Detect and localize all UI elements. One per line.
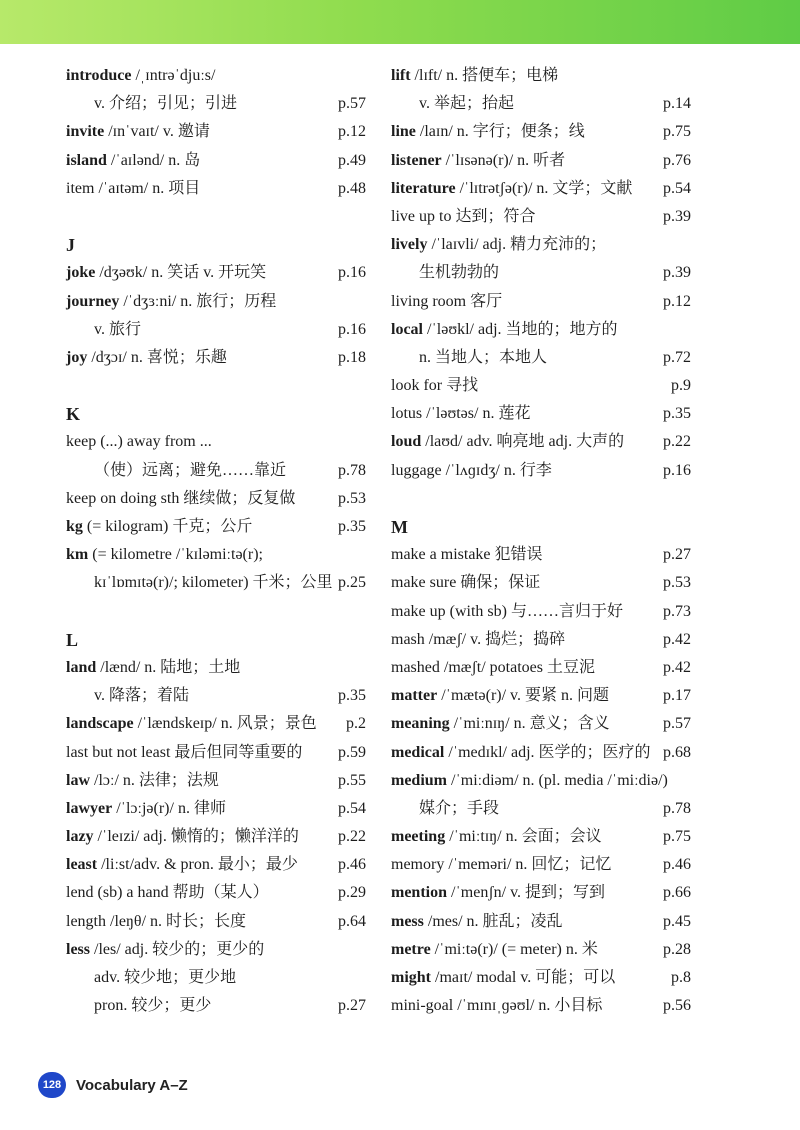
vocab-entry — [66, 485, 366, 513]
entry-text — [66, 908, 246, 936]
definition: /laʊd/ adv. 响亮地 adj. 大声的 — [421, 433, 625, 451]
vocab-entry — [391, 541, 691, 569]
vocab-entry — [391, 147, 691, 175]
vocab-entry — [391, 992, 691, 1020]
page-reference: p.64 — [338, 912, 366, 930]
vocab-entry — [391, 569, 691, 597]
definition: memory /ˈmeməri/ n. 回忆；记忆 — [391, 856, 612, 874]
left-column — [66, 62, 366, 1020]
entry-text — [391, 569, 540, 597]
vocab-entry — [391, 288, 691, 316]
definition: make a mistake 犯错误 — [391, 546, 543, 564]
headword: least — [66, 856, 98, 874]
entry-text — [66, 259, 266, 287]
headword: law — [66, 771, 90, 789]
definition: /dʒɔɪ/ n. 喜悦；乐趣 — [87, 348, 227, 366]
vocab-entry — [391, 118, 691, 146]
page-reference: p.73 — [663, 602, 691, 620]
definition: /lænd/ n. 陆地；土地 — [96, 658, 241, 676]
headword: island — [66, 151, 107, 169]
entry-text — [66, 288, 276, 316]
definition: /ˈmiːdiəm/ n. (pl. media /ˈmiːdiə/) — [447, 771, 668, 789]
definition: /ˈləʊkl/ adj. 当地的；地方的 — [423, 320, 618, 338]
definition: n. 当地人；本地人 — [419, 348, 548, 366]
definition: /ˈmiːtɪŋ/ n. 会面；会议 — [445, 828, 602, 846]
page-reference: p.16 — [663, 461, 691, 479]
footer — [38, 1072, 188, 1098]
headword: medium — [391, 771, 447, 789]
definition: /ˈlɪsənə(r)/ n. 听者 — [441, 151, 566, 169]
headword: meeting — [391, 828, 446, 846]
entry-text — [66, 795, 226, 823]
entry-text — [391, 372, 478, 400]
header-bar — [0, 0, 800, 44]
entry-text — [391, 62, 558, 90]
page-reference: p.48 — [338, 179, 366, 197]
vocab-entry — [391, 400, 691, 428]
entry-text — [391, 964, 615, 992]
entry-text — [391, 992, 602, 1020]
entry-text — [391, 767, 668, 795]
definition: pron. 较少；更少 — [94, 997, 212, 1015]
entry-continuation — [66, 682, 366, 710]
page-reference: p.39 — [663, 264, 691, 282]
entry-text — [66, 767, 219, 795]
definition: lotus /ˈləʊtəs/ n. 莲花 — [391, 405, 531, 423]
entry-text — [66, 316, 141, 344]
vocab-entry — [391, 598, 691, 626]
headword: joy — [66, 348, 88, 366]
page-reference: p.14 — [663, 95, 691, 113]
vocab-entry — [66, 118, 366, 146]
entry-text — [391, 682, 609, 710]
entry-text — [391, 90, 514, 118]
vocab-entry — [391, 710, 691, 738]
entry-text — [66, 964, 236, 992]
definition: /ˌɪntrəˈdjuːs/ — [131, 67, 216, 84]
entry-text — [66, 62, 215, 90]
definition: luggage /ˈlʌɡɪdʒ/ n. 行李 — [391, 461, 552, 479]
entry-text — [391, 598, 623, 626]
entry-text — [391, 147, 565, 175]
page-reference: p.22 — [663, 433, 691, 451]
entry-continuation — [66, 90, 366, 118]
entry-text — [66, 118, 210, 146]
entry-text — [66, 344, 227, 372]
page-number-badge: 128 — [38, 1072, 66, 1098]
headword: land — [66, 658, 97, 676]
entry-text — [391, 457, 552, 485]
page-reference: p.29 — [338, 884, 366, 902]
headword: joke — [66, 264, 96, 282]
vocab-entry — [391, 767, 691, 795]
headword: introduce — [66, 67, 132, 84]
definition: /ˈdʒɜːni/ n. 旅行；历程 — [119, 292, 277, 310]
headword: invite — [66, 123, 105, 141]
headword: listener — [391, 151, 442, 169]
page-reference: p.54 — [663, 179, 691, 197]
vocab-entry — [391, 851, 691, 879]
entry-text — [391, 710, 610, 738]
page-reference: p.46 — [338, 856, 366, 874]
definition: kɪˈlɒmɪtə(r)/; kilometer) 千米；公里 — [94, 574, 333, 592]
vocab-entry — [391, 964, 691, 992]
entry-text — [66, 936, 264, 964]
definition: （使）远离；避免……靠近 — [94, 461, 287, 479]
headword: meaning — [391, 715, 450, 733]
entry-text — [391, 823, 602, 851]
page-reference: p.75 — [663, 828, 691, 846]
page-reference: p.55 — [338, 771, 366, 789]
page-reference: p.12 — [663, 292, 691, 310]
vocab-entry — [391, 372, 691, 400]
page-reference: p.35 — [663, 405, 691, 423]
vocab-entry — [391, 457, 691, 485]
entry-text — [391, 626, 565, 654]
definition: /ˈlaɪvli/ adj. 精力充沛的； — [427, 236, 607, 254]
page-reference: p.57 — [338, 95, 366, 113]
definition: /ɪnˈvaɪt/ v. 邀请 — [104, 123, 210, 141]
page-reference: p.12 — [338, 123, 366, 141]
definition: live up to 达到；符合 — [391, 207, 536, 225]
entry-continuation — [66, 964, 366, 992]
vocab-entry — [391, 175, 691, 203]
vocab-entry — [391, 879, 691, 907]
headword: line — [391, 123, 416, 141]
headword: landscape — [66, 715, 134, 733]
vocab-entry — [66, 654, 366, 682]
entry-text — [391, 231, 606, 259]
page-reference: p.66 — [663, 884, 691, 902]
section-gap — [66, 598, 366, 626]
page-reference: p.35 — [338, 518, 366, 535]
definition: last but not least 最后但同等重要的 — [66, 743, 303, 761]
entry-text — [391, 400, 530, 428]
definition: /liːst/adv. & pron. 最小；最少 — [97, 856, 298, 874]
definition: /les/ adj. 较少的；更少的 — [90, 940, 265, 958]
entry-text — [391, 175, 632, 203]
page-reference: p.22 — [338, 828, 366, 846]
page-reference: p.57 — [663, 715, 691, 733]
page-reference: p.59 — [338, 743, 366, 761]
vocab-entry — [391, 231, 691, 259]
headword: mess — [391, 912, 424, 930]
definition: keep on doing sth 继续做；反复做 — [66, 489, 296, 507]
definition: /lɔː/ n. 法律；法规 — [90, 771, 219, 789]
definition: make up (with sb) 与……言归于好 — [391, 602, 623, 620]
section-letter: M — [391, 517, 408, 537]
definition: /maɪt/ modal v. 可能；可以 — [431, 969, 616, 986]
page-reference: p.2 — [346, 715, 366, 733]
definition: keep (...) away from ... — [66, 433, 212, 451]
definition: /ˈmedɪkl/ adj. 医学的；医疗的 — [444, 743, 651, 761]
headword: mention — [391, 884, 447, 902]
entry-text — [66, 654, 240, 682]
vocab-entry — [66, 344, 366, 372]
definition: lend (sb) a hand 帮助（某人） — [66, 884, 269, 902]
page-reference: p.45 — [663, 912, 691, 930]
headword: matter — [391, 687, 438, 705]
vocab-entry — [391, 203, 691, 231]
definition: /ˈmiːtə(r)/ (= meter) n. 米 — [430, 940, 598, 958]
page-reference: p.42 — [663, 658, 691, 676]
entry-text — [66, 147, 200, 175]
section-letter: K — [66, 404, 81, 425]
entry-text — [391, 739, 651, 767]
section-gap — [66, 372, 366, 400]
vocab-entry — [391, 316, 691, 344]
entry-text — [391, 118, 585, 146]
entry-continuation — [391, 795, 691, 823]
entry-text — [66, 513, 252, 541]
page-reference: p.18 — [338, 348, 366, 366]
definition: item /ˈaɪtəm/ n. 项目 — [66, 179, 201, 197]
headword: km — [66, 546, 89, 564]
page-reference: p.78 — [663, 799, 691, 817]
entry-text — [391, 316, 618, 344]
page-reference: p.54 — [338, 799, 366, 817]
entry-text — [66, 851, 298, 879]
page-reference: p.76 — [663, 151, 691, 169]
page-reference: p.27 — [663, 546, 691, 564]
section-letter: L — [66, 629, 79, 650]
vocab-entry — [66, 259, 366, 287]
page-reference: p.68 — [663, 743, 691, 761]
headword: loud — [391, 433, 422, 451]
page-reference: p.25 — [338, 574, 366, 592]
page-reference: p.35 — [338, 687, 366, 705]
vocab-entry — [66, 62, 366, 90]
entry-text — [391, 259, 499, 287]
vocab-entry — [66, 767, 366, 795]
page-reference: p.53 — [663, 574, 691, 592]
entry-text — [391, 541, 543, 569]
definition: mashed /mæʃt/ potatoes 土豆泥 — [391, 658, 595, 676]
entry-text — [66, 175, 200, 203]
vocab-entry — [391, 626, 691, 654]
entry-text — [66, 428, 212, 456]
entry-text — [66, 90, 237, 118]
headword: journey — [66, 292, 120, 310]
vocab-entry — [66, 879, 366, 907]
definition: v. 介绍；引见；引进 — [94, 95, 237, 113]
entry-continuation — [391, 344, 691, 372]
entry-text — [391, 288, 502, 316]
vocab-entry — [66, 739, 366, 767]
page-reference: p.28 — [663, 940, 691, 958]
definition: v. 旅行 — [94, 320, 141, 338]
page-reference: p.56 — [663, 997, 691, 1015]
definition: /ˈmiːnɪŋ/ n. 意义；含义 — [449, 715, 610, 733]
entry-text — [66, 485, 295, 513]
vocab-entry — [66, 795, 366, 823]
vocab-entry — [66, 513, 366, 541]
entry-text — [391, 795, 499, 823]
vocab-entry — [66, 936, 366, 964]
page-reference: p.8 — [671, 969, 691, 986]
page-reference: p.16 — [338, 320, 366, 338]
entry-text — [66, 682, 189, 710]
page-reference: p.9 — [671, 377, 691, 395]
headword: lively — [391, 236, 428, 254]
vocab-entry — [391, 682, 691, 710]
entry-text — [66, 823, 299, 851]
definition: make sure 确保；保证 — [391, 574, 541, 592]
page-reference: p.39 — [663, 207, 691, 225]
vocab-entry — [66, 851, 366, 879]
definition: /ˈmenʃn/ v. 提到；写到 — [447, 884, 606, 902]
definition: /ˈlɪtrətʃə(r)/ n. 文学；文献 — [455, 179, 633, 197]
vocab-entry — [66, 541, 366, 569]
entry-text — [66, 541, 263, 569]
definition: adv. 较少地；更少地 — [94, 969, 237, 986]
vocab-entry — [66, 175, 366, 203]
vocab-entry — [66, 428, 366, 456]
section-letter: J — [66, 235, 75, 256]
definition: /mes/ n. 脏乱；凌乱 — [423, 912, 563, 930]
entry-text — [391, 203, 535, 231]
entry-text — [391, 654, 595, 682]
entry-text — [66, 569, 333, 597]
vocab-entry — [391, 823, 691, 851]
definition: (= kilogram) 千克；公斤 — [82, 518, 253, 535]
entry-text — [66, 879, 269, 907]
vocab-entry — [66, 710, 366, 738]
entry-continuation — [391, 259, 691, 287]
definition: mini-goal /ˈmɪnɪˌɡəʊl/ n. 小目标 — [391, 997, 603, 1015]
definition: look for 寻找 — [391, 377, 479, 395]
definition: living room 客厅 — [391, 292, 503, 310]
right-column — [391, 62, 691, 1020]
entry-continuation — [66, 457, 366, 485]
definition: length /leŋθ/ n. 时长；长度 — [66, 912, 247, 930]
headword: lift — [391, 67, 411, 84]
entry-text — [66, 739, 302, 767]
page-reference: p.53 — [338, 489, 366, 507]
entry-text — [66, 710, 317, 738]
headword: medical — [391, 743, 445, 761]
definition: /ˈmætə(r)/ v. 要紧 n. 问题 — [437, 687, 610, 705]
vocab-entry — [391, 739, 691, 767]
entry-text — [391, 851, 611, 879]
definition: /dʒəʊk/ n. 笑话 v. 开玩笑 — [95, 264, 267, 282]
definition: v. 降落；着陆 — [94, 687, 189, 705]
page-reference: p.75 — [663, 123, 691, 141]
definition: /lɪft/ n. 搭便车；电梯 — [410, 67, 559, 84]
entry-continuation — [66, 569, 366, 597]
headword: kg — [66, 518, 83, 535]
vocab-entry — [66, 823, 366, 851]
definition: 媒介；手段 — [419, 799, 500, 817]
headword: local — [391, 320, 423, 338]
page-reference: p.17 — [663, 687, 691, 705]
vocab-entry — [391, 936, 691, 964]
definition: /ˈlɔːjə(r)/ n. 律师 — [112, 799, 226, 817]
page-reference: p.49 — [338, 151, 366, 169]
definition: /ˈlændskeɪp/ n. 风景；景色 — [133, 715, 317, 733]
definition: mash /mæʃ/ v. 捣烂；捣碎 — [391, 630, 566, 648]
section-gap — [66, 203, 366, 231]
definition: v. 举起；抬起 — [419, 95, 514, 113]
page-reference: p.72 — [663, 348, 691, 366]
definition: /ˈaɪlənd/ n. 岛 — [106, 151, 201, 169]
headword: less — [66, 940, 90, 958]
entry-continuation — [66, 992, 366, 1020]
entry-text — [391, 428, 624, 456]
entry-text — [66, 457, 286, 485]
vocab-entry — [66, 908, 366, 936]
entry-continuation — [391, 90, 691, 118]
entry-text — [391, 908, 563, 936]
headword: lawyer — [66, 799, 113, 817]
entry-text — [391, 879, 605, 907]
entry-continuation — [66, 316, 366, 344]
page-reference: p.46 — [663, 856, 691, 874]
vocab-entry — [391, 908, 691, 936]
headword: lazy — [66, 828, 94, 846]
headword: metre — [391, 940, 431, 958]
headword: might — [391, 969, 431, 986]
definition: /ˈleɪzi/ adj. 懒惰的；懒洋洋的 — [93, 828, 299, 846]
page-reference: p.78 — [338, 461, 366, 479]
section-gap — [391, 485, 691, 513]
headword: literature — [391, 179, 456, 197]
vocab-entry — [391, 654, 691, 682]
page-reference: p.42 — [663, 630, 691, 648]
vocab-entry — [391, 428, 691, 456]
definition: /laɪn/ n. 字行；便条；线 — [415, 123, 585, 141]
vocab-entry — [66, 147, 366, 175]
definition: (= kilometre /ˈkɪləmiːtə(r); — [88, 546, 263, 564]
page-reference: p.16 — [338, 264, 366, 282]
vocab-entry — [391, 62, 691, 90]
entry-text — [66, 992, 211, 1020]
entry-text — [391, 936, 598, 964]
page-reference: p.27 — [338, 997, 366, 1015]
entry-text — [391, 344, 547, 372]
vocab-entry — [66, 288, 366, 316]
footer-title: Vocabulary A–Z — [76, 1076, 188, 1094]
definition: 生机勃勃的 — [419, 264, 500, 282]
